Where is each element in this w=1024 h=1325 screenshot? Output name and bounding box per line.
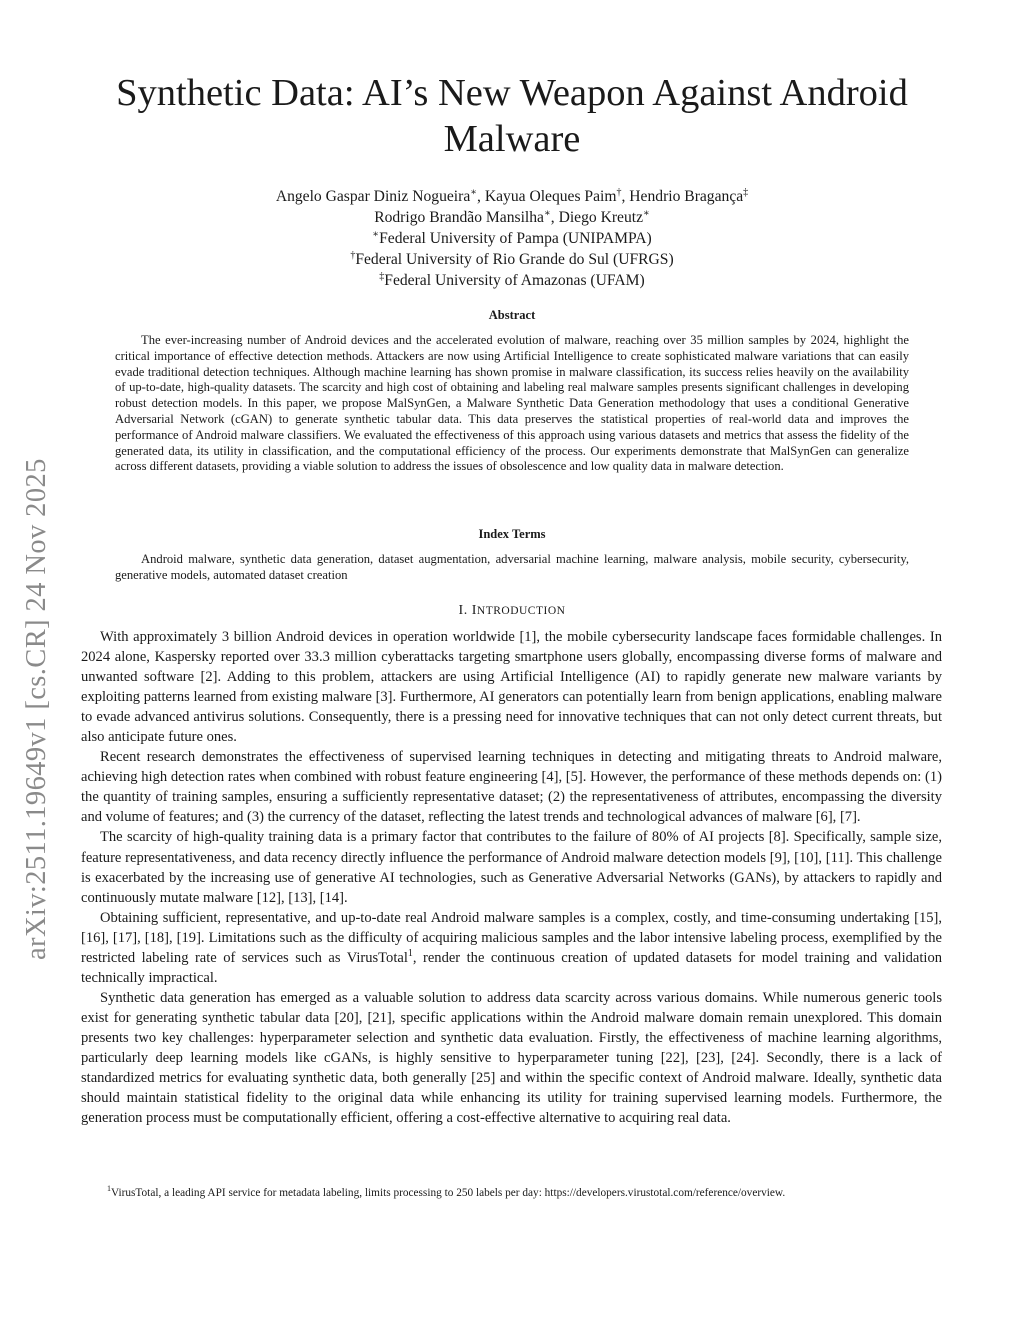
affiliation-1: ∗Federal University of Pampa (UNIPAMPA) xyxy=(372,228,652,247)
author-name: Rodrigo Brandão Mansilha xyxy=(374,209,544,226)
author-name: Kayua Oleques Paim xyxy=(484,188,617,205)
index-terms-heading: Index Terms xyxy=(478,527,546,541)
section-heading: I. INTRODUCTION xyxy=(458,603,566,618)
author-line-1: Angelo Gaspar Diniz Nogueira∗, Kayua Oleques Paim†, Hendrio Bragança‡ xyxy=(275,186,749,205)
paragraph: Obtaining sufficient, representative, and up-to-date real Android malware samples is a complex, costly, and time-consuming undertaking [15], [16], [17], [18], [19]. Limitations such as the difficulty of acquiring malicious samples and the labor intensive labeling process, exemplified by the restricted labeling rate of services such as VirusTotal$^1$, render the continuous creation of updated datasets for model training and validation technically impractical. xyxy=(81,909,942,986)
footnote-marker: 1 xyxy=(407,947,413,959)
author-name: Diego Kreutz xyxy=(558,209,643,226)
paragraph: Recent research demonstrates the effectiveness of supervised learning techniques in detecting and mitigating threats to Android malware, achieving high detection rates when combined with robust feature engineering [4], [5]. However, the performance of these methods depends on: (1) the quantity of training samples, ensuring a sufficiently representative dataset; (2) the representativeness of attributes, encompassing the diversity and volume of features; and (3) the currency of the dataset, reflecting the latest trends and technological advances of malware [6], [7]. xyxy=(81,749,942,826)
author-block xyxy=(100,186,924,291)
paragraph: With approximately 3 billion Android devices in operation worldwide [1], the mobile cybersecurity landscape faces formidable challenges. In 2024 alone, Kaspersky reported over 33.3 million cyberattacks targeting smartphone users globally, encompassing diverse forms of malware and unwanted software [2]. Adding to this problem, attackers are using Artificial Intelligence (AI) to rapidly generate new malware variants by exploiting patterns learned from existing malware [3]. Furthermore, AI generators can potentially learn from benign applications, enabling malware to evade advanced antivirus solutions. Consequently, there is a pressing need for innovative techniques that can not only detect current threats, but also anticipate future ones. xyxy=(81,629,942,746)
body-text xyxy=(81,627,942,1128)
affiliation-3: ‡Federal University of Amazonas (UFAM) xyxy=(379,270,645,289)
affiliation-2: †Federal University of Rio Grande do Sul (UFRGS) xyxy=(350,249,674,268)
index-terms-text: Android malware, synthetic data generation, dataset augmentation, adversarial machine learning, malware analysis, mobile security, cybersecurity, generative models, automated dataset creation xyxy=(115,552,909,582)
abstract-text: The ever-increasing number of Android devices and the accelerated evolution of malware, reaching over 35 million samples by 2024, highlight the critical importance of effective detection methods. Attackers are now using Artificial Intelligence to create sophisticated malware variations that can easily evade traditional detection techniques. Although machine learning has shown promise in malware classification, its success relies heavily on the availability of up-to-date, high-quality datasets. The scarcity and high cost of obtaining and labeling real malware samples presents significant challenges in developing robust detection models. In this paper, we propose MalSynGen, a Malware Synthetic Data Generation methodology that uses a conditional Generative Adversarial Network (cGAN) to generate synthetic tabular data. This data preserves the statistical properties of real-world data and improves the performance of Android malware classifiers. We evaluated the effectiveness of this approach using various datasets and metrics that assess the fidelity of the generated data, its utility in classification, and the computational efficiency of the process. Our experiments demonstrate that MalSynGen can generalize across different datasets, providing a viable solution to address the issues of obsolescence and low quality data in malware detection. xyxy=(115,333,909,474)
paragraph: The scarcity of high-quality training data is a primary factor that contributes to the failure of 80% of AI projects [8]. Specifically, sample size, feature representativeness, and data recency directly influence the performance of Android malware detection models [9], [10], [11]. This challenge is exacerbated by the increasing use of generative AI technologies, such as Generative Adversarial Networks (GANs), by attackers to rapidly and continuously mutate malware [12], [13], [14]. xyxy=(81,829,942,906)
arxiv-identifier-stamp: arXiv:2511.19649v1 [cs.CR] 24 Nov 2025 xyxy=(21,458,52,960)
footnote-number: 1 xyxy=(107,1184,111,1194)
abstract-heading: Abstract xyxy=(488,308,536,322)
author-name: Hendrio Bragança xyxy=(629,188,744,205)
paragraph: Synthetic data generation has emerged as a valuable solution to address data scarcity across various domains. While numerous generic tools exist for generating synthetic tabular data [20], [21], specific applications within the Android malware domain remain unexplored. This domain presents two key challenges: hyperparameter selection and synthetic data evaluation. Firstly, the effectiveness of machine learning algorithms, particularly deep learning models like cGANs, is highly sensitive to hyperparameter tuning [22], [23], [24]. Secondly, there is a lack of standardized metrics for evaluating synthetic data, both generally [25] and within the specific context of Android malware. Ideally, synthetic data should maintain statistical fidelity to the original data while enhancing its utility for training supervised learning models. Furthermore, the generation process must be computationally efficient, offering a cost-effective alternative to acquiring real data. xyxy=(81,989,942,1127)
footnote-text: VirusTotal, a leading API service for metadata labeling, limits processing to 250 labels per day: https://developers.virustotal.com/reference/overview. xyxy=(111,1187,786,1199)
author-name: Angelo Gaspar Diniz Nogueira xyxy=(275,188,471,205)
footnote xyxy=(107,1186,942,1201)
paper-title: Synthetic Data: AI’s New Weapon Against Android Malware xyxy=(116,72,908,160)
author-line-2: Rodrigo Brandão Mansilha∗, Diego Kreutz∗ xyxy=(374,207,650,226)
